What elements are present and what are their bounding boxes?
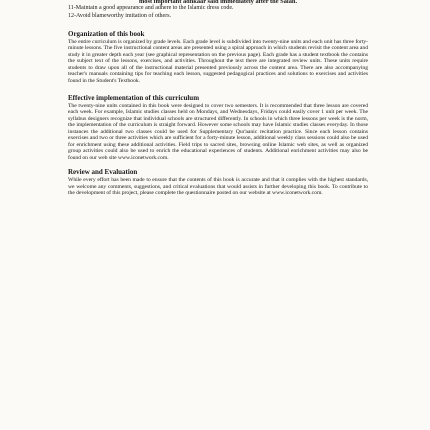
organization-heading: Organization of this book — [68, 29, 145, 38]
organization-body: The entire curriculum is organized by grade levels. Each grade level is subdivided into twenty-nine units and each unit has three forty-minute lessons. The five instructional content areas are presented using a spiral approach in which students revisit the content area and study it in greater depth each year (see graphical representation on the previous page). Each grade has a student textbook the contains the subject text of the lessons, exercises, and activities. Throughout the text there are integrated review units. These units require students to draw upon all of the instructional material presented previously across the content area. There are also accompanying teacher's manuals containing tips for teaching each lesson, suggested pedagogical practices and solutions to exercises and activities found in the Student's Textbook. — [68, 38, 368, 84]
effective-body: The twenty-nine units contained in this book were designed to cover two semesters. It is recommended that three lesson are covered each week. For example, Islamic studies classes held on Mondays, and Wednesdays, Fridays could easily cover 1 unit per week. The syllabus designers recognize that individual schools are structured differently. In schools in which three lessons per week is the norm, the implementation of the curriculum is straight forward. However some schools may have Islamic studies classes everyday. In those instances the additional two classes could be used for Supplementary Qur'aanic recitation practice. Since each lesson contains exercises and two or three activities which are sufficient for a forty-minute lesson, additional weekly class sessions could also be used for enrichment using these additional activities. Field trips to sacred sites, browsing online Islamic web sites, as well as organized group activities could also be used to enrich the educational experiences of students. Additional enrichment activities may also be found on our web site www.iconetwork.com. — [68, 102, 368, 161]
review-section — [68, 168, 368, 196]
review-heading: Review and Evaluation — [68, 168, 138, 177]
text-column — [68, 0, 368, 196]
review-body: While every effort has been made to ensure that the contents of this book is accurate and that it complies with the highest standards, we welcome any comments, suggestions, and critical evaluations that would assists in further developing this book. To contribute to the development of this project, please complete the questionnaire posted on our website at www.iconetwork.com. — [68, 177, 368, 196]
list-item-12: 12-Avoid blameworthy imitation of others. — [68, 12, 172, 19]
list-item-11: 11-Maintain a good appearance and adhere to the Islamic dress code. — [68, 5, 234, 12]
organization-section — [68, 30, 368, 84]
effective-section — [68, 94, 368, 161]
effective-heading: Effective implementation of this curriculum — [68, 93, 200, 102]
cutoff-line: most important adhkaar said immediately after the Salah. — [138, 0, 298, 5]
